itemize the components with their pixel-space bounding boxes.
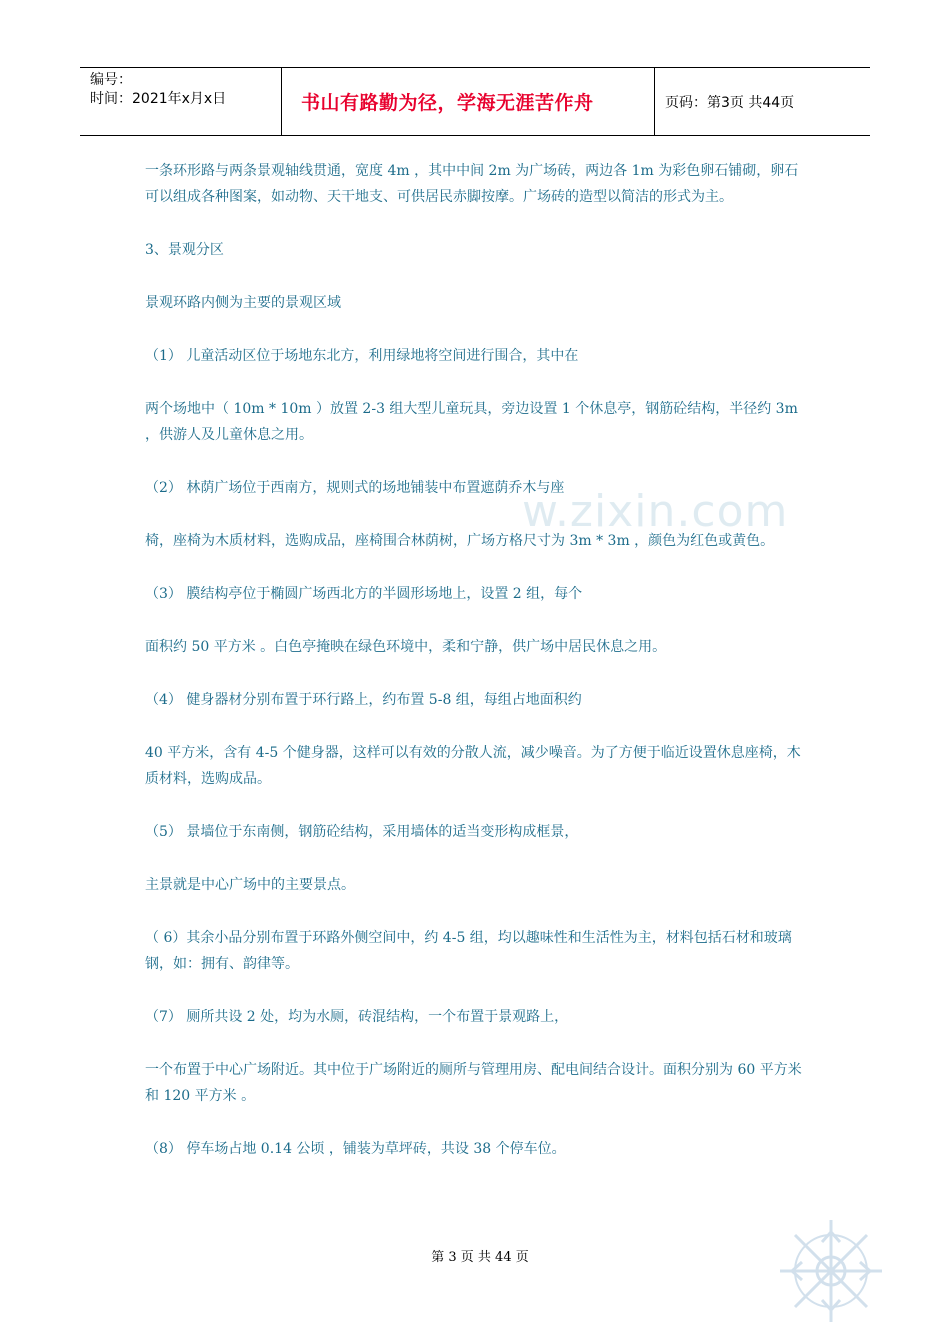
header-page-cell [655, 68, 870, 135]
paragraph: 一个布置于中心广场附近。其中位于广场附近的厕所与管理用房、配电间结合设计。面积分别为 60 平方米 和 120 平方米 。 [145, 1062, 802, 1104]
paragraph: （7） 厕所共设 2 处，均为水厕，砖混结构，一个布置于景观路上， [145, 1009, 569, 1025]
paragraph: 椅，座椅为木质材料，选购成品，座椅围合林荫树，广场方格尺寸为 3m * 3m ，颜色为红色或黄色。 [145, 533, 775, 549]
page-header [80, 67, 870, 136]
header-page-label: 页码：第3页 共44页 [665, 94, 795, 111]
paragraph: 景观环路内侧为主要的景观区域 [145, 295, 341, 311]
paragraph: 主景就是中心广场中的主要景点。 [145, 877, 355, 893]
paragraph: （ 6）其余小品分别布置于环路外侧空间中，约 4-5 组，均以趣味性和生活性为主，材料包括石材和玻璃钢，如：拥有、韵律等。 [145, 930, 792, 972]
header-slogan: 书山有路勤为径，学海无涯苦作舟 [301, 92, 594, 114]
paragraph: 40 平方米，含有 4-5 个健身器，这样可以有效的分散人流，减少噪音。为了方便于临近设置休息座椅，木质材料，选购成品。 [145, 745, 801, 787]
snowflake-logo-icon [772, 1212, 890, 1330]
paragraph: （1） 儿童活动区位于场地东北方，利用绿地将空间进行围合，其中在 [145, 348, 579, 364]
document-body [145, 158, 807, 1162]
paragraph: （3） 膜结构亭位于椭圆广场西北方的半圆形场地上，设置 2 组，每个 [145, 586, 583, 602]
paragraph: 一条环形路与两条景观轴线贯通，宽度 4m ，其中中间 2m 为广场砖，两边各 1m 为彩色卵石铺砌，卵石可以组成各种图案，如动物、天干地支、可供居民赤脚按摩。广场砖的造型以简洁的形式为主。 [145, 163, 799, 205]
footer-page-number: 第 3 页 共 44 页 [431, 1250, 529, 1265]
code-label: 编号： [90, 72, 132, 88]
paragraph: （4） 健身器材分别布置于环行路上，约布置 5-8 组，每组占地面积约 [145, 692, 582, 708]
paragraph: （5） 景墙位于东南侧，钢筋砼结构，采用墙体的适当变形构成框景， [145, 824, 579, 840]
paragraph: （2） 林荫广场位于西南方，规则式的场地铺装中布置遮荫乔木与座 [145, 480, 565, 496]
paragraph: 两个场地中（ 10m * 10m ）放置 2-3 组大型儿童玩具，旁边设置 1 个休息亭，钢筋砼结构，半径约 3m ，供游人及儿童休息之用。 [145, 401, 798, 443]
header-slogan-cell [282, 68, 655, 135]
time-label: 时间：2021年x月x日 [90, 91, 227, 107]
watermark: w.zixin.com [522, 486, 789, 537]
paragraph: （8） 停车场占地 0.14 公顷 ，铺装为草坪砖，共设 38 个停车位。 [145, 1141, 566, 1157]
header-meta [80, 68, 282, 135]
paragraph: 面积约 50 平方米 。白色亭掩映在绿色环境中，柔和宁静，供广场中居民休息之用。 [145, 639, 667, 655]
section-heading: 3、景观分区 [145, 242, 224, 258]
